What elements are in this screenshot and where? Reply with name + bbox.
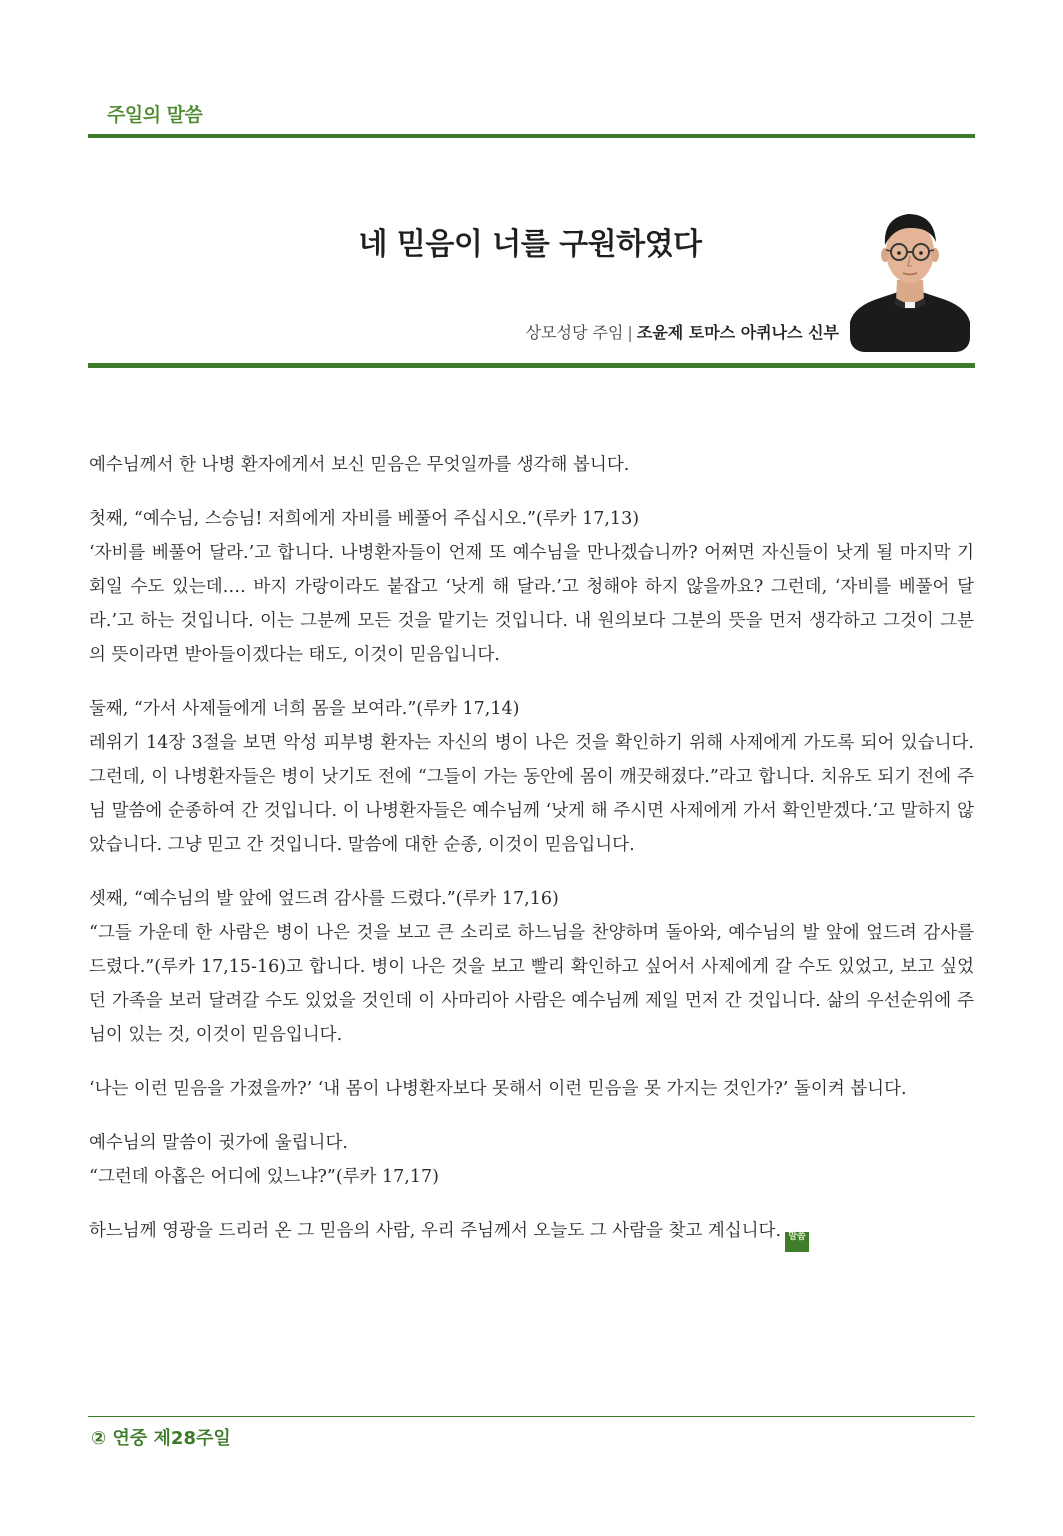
- end-mark-icon: 말씀: [785, 1232, 809, 1252]
- top-divider: [88, 134, 975, 138]
- paragraph-line: 예수님의 말씀이 귓가에 울립니다.: [89, 1133, 348, 1153]
- header-divider: [88, 363, 975, 368]
- footer-divider: [88, 1416, 975, 1417]
- paragraph: [89, 882, 974, 1052]
- author-portrait: [850, 200, 970, 352]
- paragraph: [89, 502, 974, 672]
- section-label: 주일의 말씀: [107, 104, 203, 126]
- article-title: 네 믿음이 너를 구원하였다: [358, 227, 702, 262]
- paragraph: [89, 1126, 974, 1194]
- paragraph: [89, 1072, 974, 1106]
- author-name: 조윤제 토마스 아퀴나스 신부: [636, 323, 839, 342]
- paragraph: [89, 448, 974, 482]
- author-byline: [526, 320, 839, 343]
- paragraph-line: 둘째, “가서 사제들에게 너희 몸을 보여라.”(루카 17,14): [89, 699, 520, 719]
- paragraph-line: 레위기 14장 3절을 보면 악성 피부병 환자는 자신의 병이 나은 것을 확인하기 위해 사제에게 가도록 되어 있습니다. 그런데, 이 나병환자들은 병이 낫기도 전에 “그들이 가는 동안에 몸이 깨끗해졌다.”라고 합니다. 치유도 되기 전에 주님 말씀에 순종하여 간 것입니다. 이 나병환자들은 예수님께 ‘낫게 해 주시면 사제에게 가서 확인받겠다.’고 말하지 않았습니다. 그냥 믿고 간 것입니다. 말씀에 대한 순종, 이것이 믿음입니다.: [89, 733, 974, 855]
- paragraph-line: 셋째, “예수님의 발 앞에 엎드려 감사를 드렸다.”(루카 17,16): [89, 889, 559, 909]
- paragraph-line: “그들 가운데 한 사람은 병이 나은 것을 보고 큰 소리로 하느님을 찬양하며 돌아와, 예수님의 발 앞에 엎드려 감사를 드렸다.”(루카 17,15-16)고 합니다. 병이 나은 것을 보고 빨리 확인하고 싶어서 사제에게 갈 수도 있었고, 보고 싶었던 가족을 보러 달려갈 수도 있었을 것인데 이 사마리아 사람은 예수님께 제일 먼저 간 것입니다. 삶의 우선순위에 주님이 있는 것, 이것이 믿음입니다.: [89, 923, 974, 1045]
- paragraph-line: “그런데 아홉은 어디에 있느냐?”(루카 17,17): [89, 1167, 439, 1187]
- paragraph-line: ‘나는 이런 믿음을 가졌을까?’ ‘내 몸이 나병환자보다 못해서 이런 믿음을 못 가지는 것인가?’ 돌이켜 봅니다.: [89, 1079, 907, 1099]
- paragraph: [89, 1214, 974, 1252]
- paragraph-line: 첫째, “예수님, 스승님! 저희에게 자비를 베풀어 주십시오.”(루카 17,13): [89, 509, 640, 529]
- author-role: 상모성당 주임: [525, 323, 624, 342]
- author-separator: |: [627, 323, 633, 342]
- paragraph-line: 하느님께 영광을 드리러 온 그 믿음의 사람, 우리 주님께서 오늘도 그 사람을 찾고 계십니다.: [89, 1221, 782, 1241]
- paragraph: [89, 692, 974, 862]
- article-body: [89, 448, 974, 1272]
- paragraph-line: 예수님께서 한 나병 환자에게서 보신 믿음은 무엇일까를 생각해 봅니다.: [89, 455, 630, 475]
- footer-page-label: ② 연중 제28주일: [91, 1428, 231, 1449]
- author-portrait-illustration: [850, 200, 970, 352]
- paragraph-line: ‘자비를 베풀어 달라.’고 합니다. 나병환자들이 언제 또 예수님을 만나겠습니까? 어쩌면 자신들이 낫게 될 마지막 기회일 수도 있는데…. 바지 가랑이라도 붙잡고 ‘낫게 해 달라.’고 청해야 하지 않을까요? 그런데, ‘자비를 베풀어 달라.’고 하는 것입니다. 이는 그분께 모든 것을 맡기는 것입니다. 내 원의보다 그분의 뜻을 먼저 생각하고 그것이 그분의 뜻이라면 받아들이겠다는 태도, 이것이 믿음입니다.: [89, 543, 974, 665]
